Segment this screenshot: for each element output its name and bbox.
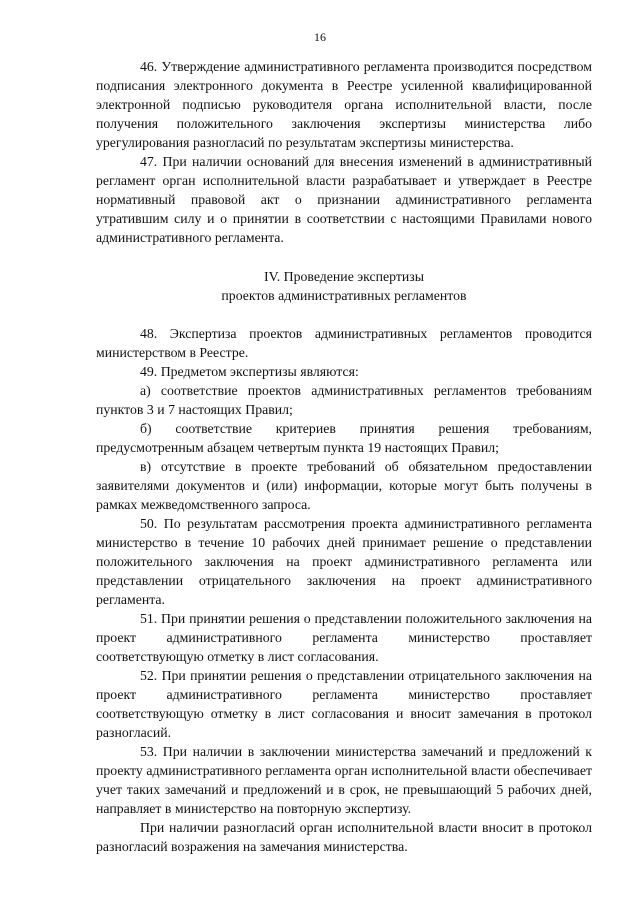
paragraph-52: 52. При принятии решения о представлении отрицательного заключения на проект административного регламента министерство проставляет соответствующую отметку в лист согласования и вносит замечания в протокол разногласий. bbox=[96, 668, 592, 740]
paragraph-49: 49. Предметом экспертизы являются: bbox=[140, 364, 359, 379]
paragraph-51: 51. При принятии решения о представлении положительного заключения на проект административного регламента министерство проставляет соответствующую отметку в лист согласования. bbox=[96, 611, 592, 664]
section-heading-line2: проектов административных регламентов bbox=[221, 288, 467, 303]
paragraph-49b: б) соответствие критериев принятия решения требованиям, предусмотренным абзацем четвертым пункта 19 настоящих Правил; bbox=[96, 421, 592, 455]
paragraph-49a: а) соответствие проектов административных регламентов требованиям пунктов 3 и 7 настоящих Правил; bbox=[96, 383, 592, 417]
paragraph-47: 47. При наличии оснований для внесения изменений в административный регламент орган исполнительной власти разрабатывает и утверждает в Реестре нормативный правовой акт о признании административного регламента утратившим силу и о принятии в соответствии с настоящими Правилами нового административного регламента. bbox=[96, 154, 592, 245]
paragraph-46: 46. Утверждение административного регламента производится посредством подписания электронного документа в Реестре усиленной квалифицированной электронной подписью руководителя органа исполнительной власти, после получения положительного заключения экспертизы министерства либо урегулирования разногласий по результатам экспертизы министерства. bbox=[96, 59, 592, 150]
section-heading-line1: IV. Проведение экспертизы bbox=[263, 269, 425, 284]
paragraph-49c: в) отсутствие в проекте требований об обязательном предоставлении заявителями документов и (или) информации, которые могут быть получены в рамках межведомственного запроса. bbox=[96, 459, 592, 512]
paragraph-53: 53. При наличии в заключении министерства замечаний и предложений к проекту административного регламента орган исполнительной власти обеспечивает учет таких замечаний и предложений и в срок, не превышающий 5 рабочих дней, направляет в министерство на повторную экспертизу. bbox=[96, 744, 592, 816]
paragraph-53-continuation: При наличии разногласий орган исполнительной власти вносит в протокол разногласий возражения на замечания министерства. bbox=[96, 820, 592, 854]
page-number: 16 bbox=[314, 30, 326, 44]
document-body bbox=[96, 57, 592, 856]
paragraph-50: 50. По результатам рассмотрения проекта административного регламента министерство в течение 10 рабочих дней принимает решение о представлении положительного заключения на проект административного регламента или представлении отрицательного заключения на проект административного регламента. bbox=[96, 516, 592, 607]
paragraph-48: 48. Экспертиза проектов административных регламентов проводится министерством в Реестре. bbox=[96, 326, 592, 360]
section-heading bbox=[96, 267, 592, 305]
